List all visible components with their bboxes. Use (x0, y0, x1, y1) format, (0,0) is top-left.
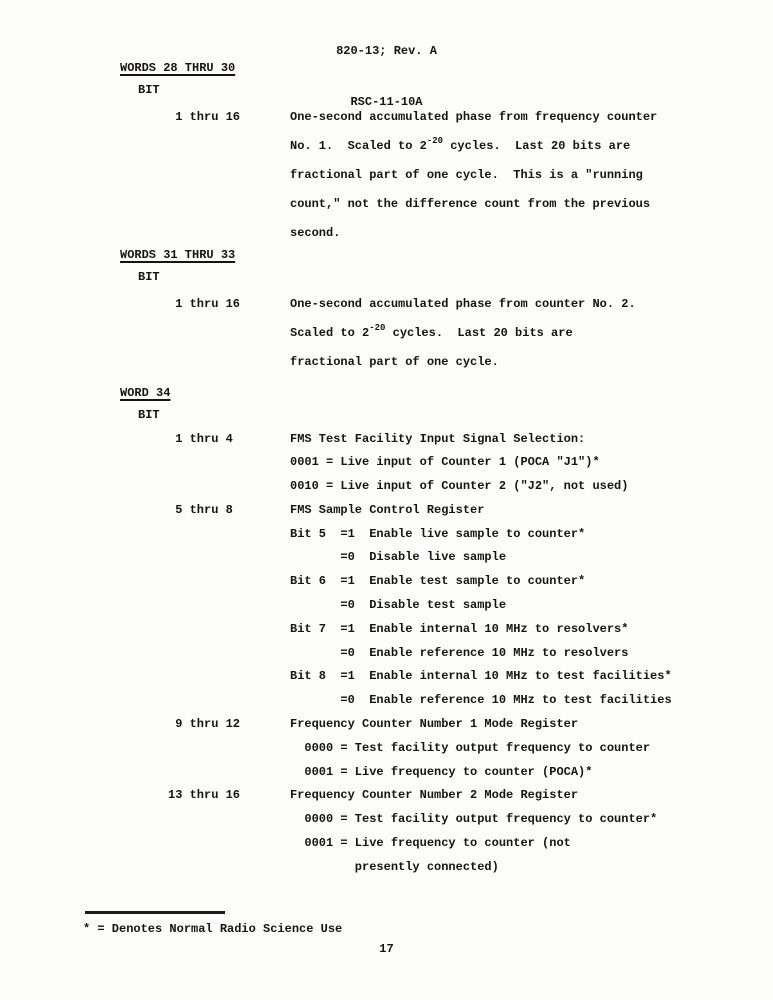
description-line: =0 Enable reference 10 MHz to test facilities (290, 693, 672, 708)
bit-entry (0, 499, 773, 713)
description-line: presently connected) (290, 859, 499, 874)
description-line: =0 Disable test sample (290, 598, 507, 613)
word-section (0, 385, 773, 880)
bit-range: 9 thru 12 (168, 717, 241, 732)
description-line: Bit 8 =1 Enable internal 10 MHz to test facilities* (290, 669, 672, 684)
description-line: Frequency Counter Number 2 Mode Register (290, 788, 579, 803)
description-line: One-second accumulated phase from frequency counter (290, 109, 658, 124)
description-line: Bit 7 =1 Enable internal 10 MHz to resolvers* (290, 621, 629, 636)
bit-description (290, 103, 773, 248)
bit-description (290, 428, 773, 499)
description-line: 0001 = Live frequency to counter (POCA)* (290, 764, 593, 779)
bit-range: 13 thru 16 (168, 788, 241, 803)
bit-entries (0, 103, 773, 248)
description-line: Bit 5 =1 Enable live sample to counter* (290, 526, 586, 541)
description-line: 0001 = Live frequency to counter (not (290, 836, 571, 851)
description-line: Frequency Counter Number 1 Mode Register (290, 717, 579, 732)
description-line: =0 Disable live sample (290, 550, 507, 565)
bit-description (290, 290, 773, 377)
bit-entry (0, 713, 773, 784)
document-id: RSC-11-10A (350, 95, 423, 109)
description-line: Scaled to $2^{-20}$ cycles. Last 20 bits are (290, 322, 573, 340)
section-heading: WORDS 28 THRU 30 (120, 61, 236, 75)
section-heading: WORD 34 (120, 386, 171, 400)
page-number: 17 (379, 942, 394, 956)
description-line: Bit 6 =1 Enable test sample to counter* (290, 574, 586, 589)
description-line: count," not the difference count from the previous (290, 196, 651, 211)
section-heading: WORDS 31 THRU 33 (120, 248, 236, 262)
footnote-rule (85, 911, 225, 914)
bit-description (290, 499, 773, 713)
bit-range: 1 thru 4 (168, 431, 233, 446)
description-line: fractional part of one cycle. (290, 354, 499, 369)
description-line: 0001 = Live input of Counter 1 (POCA "J1")* (290, 455, 600, 470)
description-line: 0010 = Live input of Counter 2 ("J2", not used) (290, 479, 629, 494)
bit-entry (0, 428, 773, 499)
description-line: No. 1. Scaled to $2^{-20}$ cycles. Last 20 bits are (290, 135, 631, 153)
bit-entries (0, 428, 773, 880)
description-line: =0 Enable reference 10 MHz to resolvers (290, 645, 629, 660)
description-line: FMS Sample Control Register (290, 502, 485, 517)
footnote: * = Denotes Normal Radio Science Use (83, 922, 343, 936)
bit-range: 1 thru 16 (168, 109, 241, 124)
bit-column-label: BIT (138, 83, 160, 97)
description-line: FMS Test Facility Input Signal Selection: (290, 431, 586, 446)
description-line: 0000 = Test facility output frequency to counter* (290, 812, 658, 827)
bit-entry (0, 784, 773, 879)
bit-column-label: BIT (138, 270, 160, 284)
bit-description (290, 784, 773, 879)
bit-entry (0, 103, 773, 248)
word-section (0, 60, 773, 248)
bit-range: 5 thru 8 (168, 502, 233, 517)
description-line: One-second accumulated phase from counter No. 2. (290, 296, 636, 311)
description-line: fractional part of one cycle. This is a "running (290, 167, 643, 182)
bit-range: 1 thru 16 (168, 296, 241, 311)
bit-description (290, 713, 773, 784)
word-section (0, 247, 773, 377)
document-number: 820-13; Rev. A (336, 44, 437, 58)
description-line: 0000 = Test facility output frequency to counter (290, 740, 651, 755)
bit-entries (0, 290, 773, 377)
bit-entry (0, 290, 773, 377)
superscript-exponent: -20 (426, 135, 444, 146)
description-line: second. (290, 225, 341, 240)
bit-column-label: BIT (138, 408, 160, 422)
superscript-exponent: -20 (369, 322, 386, 333)
